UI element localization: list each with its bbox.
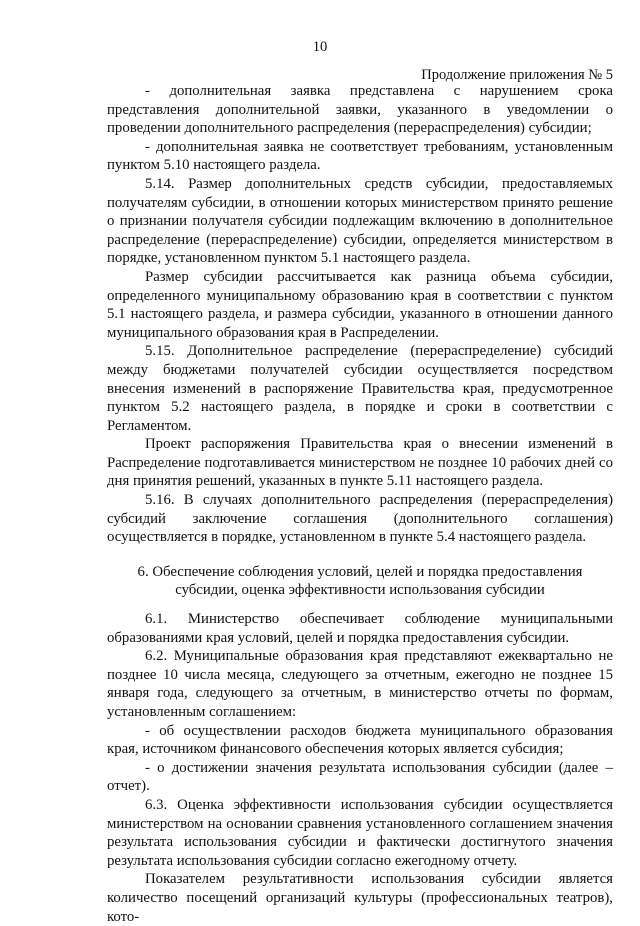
paragraph-performance-indicator: Показателем результативности использования субсидии является количество посещений организаций культуры (профессиональных театров), кото- — [107, 871, 613, 925]
paragraph-result-report: - о достижении значения результата использования субсидии (далее – отчет). — [107, 759, 613, 795]
paragraph-5-16: 5.16. В случаях дополнительного распределения (перераспределения) субсидий заключение соглашения (дополнительного соглашения) осуществляется в порядке, установленном в пункте 5.4 настоящего раздела. — [107, 492, 613, 546]
paragraph-6-3: 6.3. Оценка эффективности использования субсидии осуществляется министерством на основании сравнения установленного соглашением значения результата использования субсидии и фактически достигнутого значения результата использования субсидии согласно ежегодному отчету. — [107, 796, 613, 869]
paragraph-6-1: 6.1. Министерство обеспечивает соблюдение муниципальными образованиями края условий, целей и порядка предоставления субсидии. — [107, 611, 613, 646]
paragraph-late-application: - дополнительная заявка представлена с нарушением срока представления дополнительной заявки, указанного в уведомлении о проведении дополнительного распределения (перераспределения) субсидии; — [107, 83, 613, 137]
paragraph-draft-order: Проект распоряжения Правительства края о внесении изменений в Распределение подготавливается министерством не позднее 10 рабочих дней со дня принятия решений, указанных в пункте 5.11 настоящего раздела. — [107, 436, 613, 490]
page-number: 10 — [312, 39, 328, 55]
paragraph-5-14: 5.14. Размер дополнительных средств субсидии, предоставляемых получателям субсидии, в отношении которых министерством принято решение о признании получателя субсидии подлежащим включению в дополнительное распределение (перераспределение) субсидии, определяется министерством в порядке, установленном пунктом 5.1 настоящего раздела. — [107, 175, 613, 267]
paragraph-5-15: 5.15. Дополнительное распределение (перераспределение) субсидий между бюджетами получателей субсидии осуществляется посредством внесения изменений в распоряжение Правительства края, предусмотренное пунктом 5.2 настоящего раздела, в порядке и сроки в соответствии с Регламентом. — [107, 343, 613, 434]
section-6-heading: 6. Обеспечение соблюдения условий, целей и порядка предоставления субсидии, оценка эффективности использования субсидии — [137, 563, 583, 599]
paragraph-6-2: 6.2. Муниципальные образования края представляют ежеквартально не позднее 10 числа месяца, следующего за отчетным, ежегодно не позднее 15 января года, следующего за отчетным, в министерство отчеты по формам, установленным соглашением: — [107, 648, 613, 720]
paragraph-subsidy-calculation: Размер субсидии рассчитывается как разница объема субсидии, определенного муниципальному образованию края в соответствии с пунктом 5.1 настоящего раздела, и размера субсидии, указанного в отношении данного муниципального образования края в Распределении. — [107, 268, 613, 341]
document-body — [107, 82, 613, 926]
paragraph-expenditure-report: - об осуществлении расходов бюджета муниципального образования края, источником финансового обеспечения которых является субсидия; — [107, 722, 613, 758]
paragraph-noncompliant-application: - дополнительная заявка не соответствует требованиям, установленным пунктом 5.10 настоящего раздела. — [107, 138, 613, 174]
appendix-continuation-note: Продолжение приложения № 5 — [421, 67, 613, 83]
